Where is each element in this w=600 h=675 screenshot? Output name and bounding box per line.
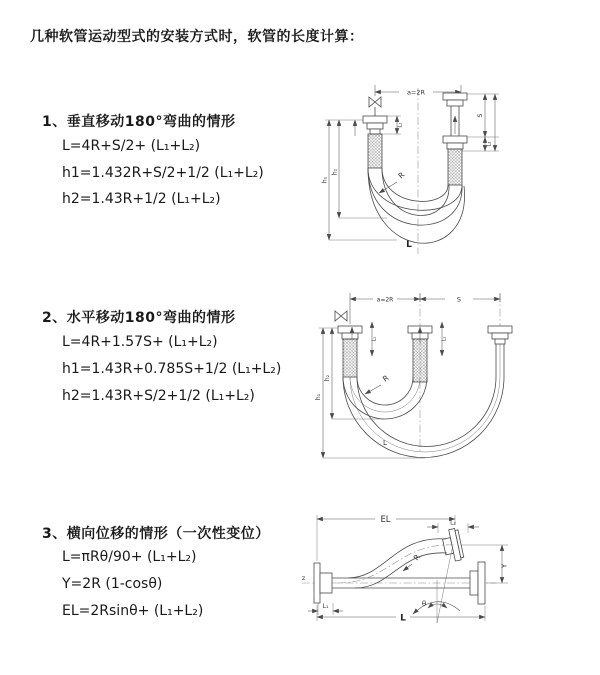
radius-annotation <box>365 373 390 394</box>
axis-mark-z: z <box>302 575 306 582</box>
section-1-formula-L: L=4R+S/2+ (L₁+L₂) <box>62 138 201 154</box>
dim-label-L1: L₁ <box>397 122 404 128</box>
right-fitting <box>488 326 512 344</box>
dimension-L <box>317 605 485 624</box>
dim-label-S: S <box>456 295 462 304</box>
displaced-hose-curve <box>338 539 456 588</box>
dim-label-L1: L₁ <box>322 603 329 610</box>
dim-label-L1: L₁ <box>371 336 378 342</box>
section-3-heading: 3、横向位移的情形（一次性变位） <box>42 526 270 542</box>
dim-label-h2: h₂ <box>324 374 331 382</box>
dim-label-L2: L₂ <box>441 336 448 342</box>
section-2-formula-h1: h1=1.43R+0.785S+1/2 (L₁+L₂) <box>62 361 282 377</box>
middle-fitting <box>408 326 432 382</box>
dim-label-h1: h₁ <box>315 393 322 401</box>
left-fitting <box>355 116 387 168</box>
dim-label-R: R <box>380 373 391 384</box>
dimension-a2r-and-S <box>350 293 500 324</box>
dim-label-a2r: a=2R <box>406 88 426 97</box>
right-fitting <box>443 93 467 185</box>
section-1-heading: 1、垂直移动180°弯曲的情形 <box>42 114 236 130</box>
right-upper-flange <box>441 528 464 563</box>
section-2-formula-L: L=4R+1.57S+ (L₁+L₂) <box>62 334 218 350</box>
right-lower-flange <box>470 562 485 604</box>
dimension-L1 <box>308 603 343 615</box>
dim-label-L2: L₂ <box>486 141 493 147</box>
document-title: 几种软管运动型式的安装方式时，软管的长度计算： <box>30 29 364 45</box>
braided-hose-section <box>448 149 462 185</box>
dim-label-h2: h₂ <box>331 168 339 176</box>
dim-label-L2: L₂ <box>450 519 456 527</box>
stroke-dimensions-S-L2 <box>462 94 499 151</box>
dim-label-a2r: a=2R <box>376 296 394 304</box>
section-3-formula-Y: Y=2R (1-cosθ) <box>62 576 163 592</box>
length-label-L: L <box>400 613 406 624</box>
section-1-formula-h2: h2=1.43R+1/2 (L₁+L₂) <box>62 191 221 207</box>
dim-label-R: R <box>411 552 422 563</box>
dim-label-R: R <box>396 170 407 181</box>
dim-label-theta: θ <box>421 600 427 608</box>
dimension-EL <box>317 515 455 561</box>
diagram-vertical-180-bend <box>315 72 530 262</box>
braided-hose-section <box>343 339 357 377</box>
length-label-L: L <box>406 240 412 250</box>
section-2-heading: 2、水平移动180°弯曲的情形 <box>42 310 236 326</box>
section-3-formula-EL: EL=2Rsinθ+ (L₁+L₂) <box>62 603 204 619</box>
length-label-L: L <box>383 439 387 447</box>
height-dimensions <box>322 120 398 240</box>
diagram-horizontal-180-bend <box>315 282 530 467</box>
section-1-formula-h1: h1=1.432R+S/2+1/2 (L₁+L₂) <box>62 165 264 181</box>
braided-hose-section <box>368 134 382 168</box>
section-3-formula-L: L=πRθ/90+ (L₁+L₂) <box>62 549 197 565</box>
diagram-lateral-displacement <box>300 505 520 645</box>
section-2-formula-h2: h2=1.43R+S/2+1/2 (L₁+L₂) <box>62 388 255 404</box>
left-fitting <box>338 326 362 377</box>
dim-label-EL: EL <box>380 515 391 525</box>
braided-hose-section <box>413 339 427 382</box>
valve-icon <box>335 311 347 321</box>
dim-label-h1: h₁ <box>321 176 329 184</box>
dim-label-Y: Y <box>500 563 509 569</box>
valve-icon <box>369 97 381 116</box>
left-flange <box>314 563 332 603</box>
radius-annotation <box>403 553 422 571</box>
dim-label-S: S <box>476 113 484 118</box>
